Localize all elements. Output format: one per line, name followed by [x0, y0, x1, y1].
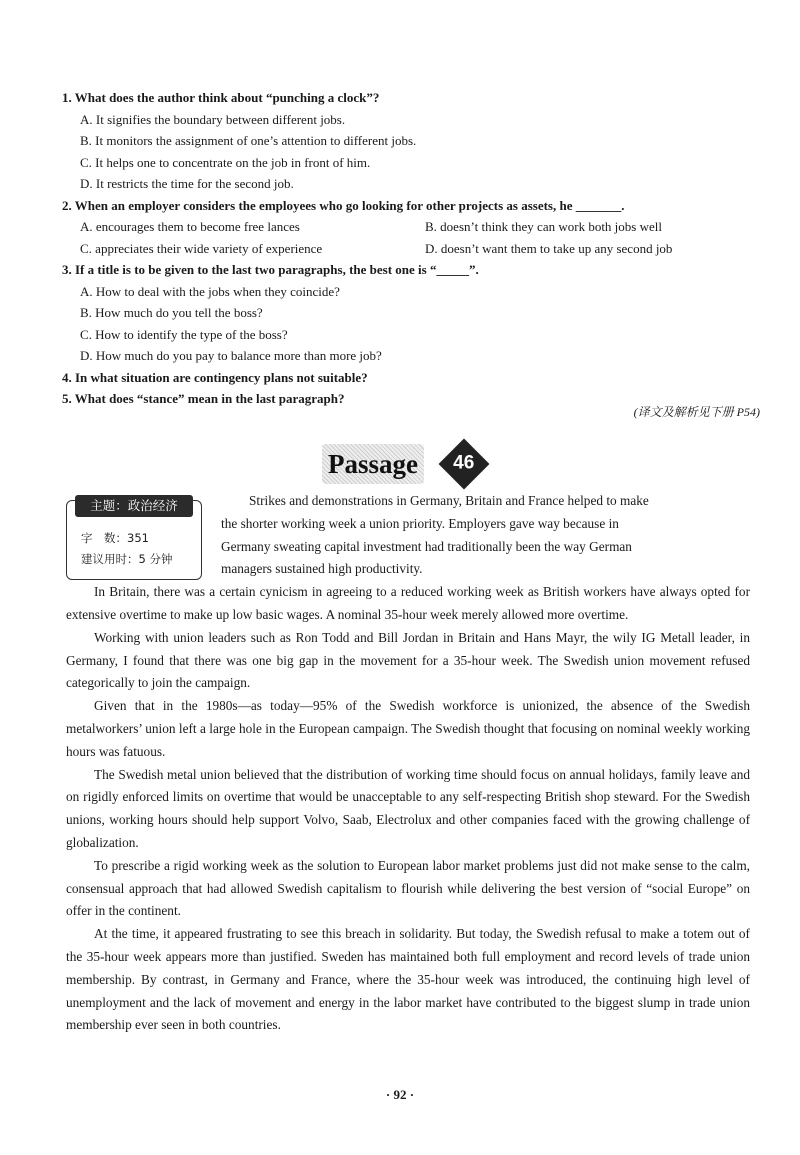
paragraph: Strikes and demonstrations in Germany, Britain and France helped to make the shorter working week a union priority. Employers gave way because in Germany sweating capital investment had traditionally been the way German managers sustained high productivity.	[221, 493, 649, 577]
option: D. doesn’t want them to take up any second job	[425, 240, 673, 256]
option: A. How to deal with the jobs when they coincide?	[80, 283, 340, 299]
question-1: 1. What does the author think about “punching a clock”? A. It signifies the boundary between different jobs. B. It monitors the assignment of one’s attention to different jobs. C. It helps one to concentrate on the job in front of him. D. It restricts the time for the second job.	[62, 87, 762, 195]
option: A. It signifies the boundary between different jobs.	[80, 111, 346, 127]
answer-reference: (译文及解析见下册 P54)	[633, 405, 760, 419]
passage-number: 46	[453, 452, 475, 474]
option: C. How to identify the type of the boss?	[80, 326, 288, 342]
option: A. encourages them to become free lances	[80, 219, 300, 234]
word-count: 字 数：351	[81, 531, 149, 545]
option: B. doesn’t think they can work both jobs well	[425, 219, 662, 234]
question-2: 2. When an employer considers the employees who go looking for other projects as assets, he _______. A. encourages them to become free lances B. doesn’t think they can work both jobs well C. appreciates their wide variety of experience D. doesn’t want them to take up any second job	[62, 195, 762, 260]
question-3: 3. If a title is to be given to the last two paragraphs, the best one is “_____”. A. How to deal with the jobs when they coincide? B. How much do you tell the boss? C. How to identify the type of the boss? D. How much do you pay to balance more than more job?	[62, 259, 762, 367]
paragraph: At the time, it appeared frustrating to see this breach in solidarity. But today, the Swedish refusal to make a totem out of the 35-hour week appears more than justified. Sweden has maintained both full employment and record levels of trade union membership. By contrast, in Germany and France, where the 35-hour week was introduced, the continuing high level of unemployment and the lack of movement and energy in the labor market have contributed to the biggest slump in trade union membership ever seen in both countries.	[66, 926, 750, 1033]
passage-body	[66, 490, 750, 1037]
question-text: When an employer considers the employees who go looking for other projects as assets, he _______.	[74, 197, 625, 213]
option: B. How much do you tell the boss?	[80, 305, 263, 320]
option: C. appreciates their wide variety of experience	[80, 240, 323, 256]
question-4: 4. In what situation are contingency plans not suitable?	[62, 369, 368, 385]
option: C. It helps one to concentrate on the job in front of him.	[80, 154, 371, 170]
question-text: If a title is to be given to the last two paragraphs, the best one is “_____”.	[75, 262, 479, 277]
paragraph: Working with union leaders such as Ron Todd and Bill Jordan in Britain and Hans Mayr, the wily IG Metall leader, in Germany, I found that there was one big gap in the movement for a 35-hour week. The Swedish union movement refused categorically to join the campaign.	[66, 629, 750, 691]
option: D. It restricts the time for the second job.	[80, 176, 294, 191]
passage-banner	[318, 444, 493, 484]
paragraph: Given that in the 1980s—as today—95% of the Swedish workforce is unionized, the absence of the Swedish metalworkers’ union left a large hole in the European campaign. The Swedish thought that focusing on nominal weekly working hours was fatuous.	[66, 698, 750, 759]
paragraph: To prescribe a rigid working week as the solution to European labor market problems just did not make sense to the calm, consensual approach that had allowed Swedish capitalism to flourish while delivering the best version of “social Europe” on offer in the continent.	[66, 857, 750, 919]
option: B. It monitors the assignment of one’s attention to different jobs.	[80, 133, 417, 148]
passage-label: Passage	[322, 444, 424, 484]
question-text: What does the author think about “punching a clock”?	[74, 90, 380, 105]
paragraph: The Swedish metal union believed that the distribution of working time should focus on annual holidays, family leave and on rigidly enforced limits on overtime that would be unacceptable to any self-respecting British shop steward. For the Swedish unions, working hours should help support Volvo, Saab, Electrolux and other companies faced with the growing challenge of globalization.	[66, 766, 750, 850]
paragraph: In Britain, there was a certain cynicism in agreeing to a reduced working week as British workers have always opted for extensive overtime to make up low basic wages. A nominal 35-hour week merely allowed more overtime.	[66, 584, 750, 622]
topic-title: 主题：政治经济	[75, 495, 193, 517]
questions-section	[62, 87, 762, 410]
question-5: 5. What does “stance” mean in the last paragraph?	[62, 391, 345, 406]
passage-number-badge	[439, 439, 490, 490]
suggested-time: 建议用时：5 分钟	[81, 552, 173, 566]
page-number: · 92 ·	[385, 1087, 415, 1102]
option: D. How much do you pay to balance more than more job?	[80, 348, 382, 363]
